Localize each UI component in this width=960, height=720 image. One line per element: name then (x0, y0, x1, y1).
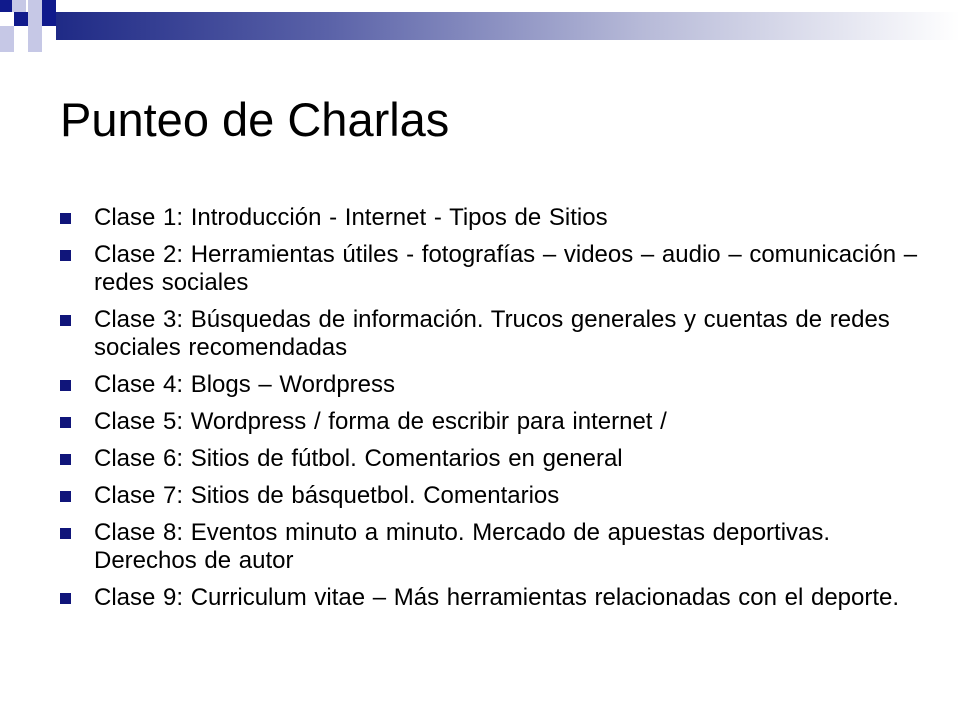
decor-square (28, 0, 42, 26)
list-item (58, 445, 918, 473)
square-bullet-icon (60, 380, 71, 391)
list-item (58, 482, 918, 510)
decor-square (0, 0, 12, 12)
list-item (58, 584, 918, 612)
decor-square (12, 0, 26, 12)
list-item-text: Clase 9: Curriculum vitae – Más herramientas relacionadas con el deporte. (94, 584, 900, 611)
list-item (58, 204, 918, 232)
bullet-list (58, 204, 918, 621)
header-decoration (0, 0, 960, 60)
square-bullet-icon (60, 417, 71, 428)
list-item-text: Clase 2: Herramientas útiles - fotografías – videos – audio – comunicación – redes sociales (94, 241, 918, 296)
decor-square (42, 0, 56, 26)
square-bullet-icon (60, 528, 71, 539)
list-item (58, 408, 918, 436)
square-bullet-icon (60, 454, 71, 465)
square-bullet-icon (60, 315, 71, 326)
list-item-text: Clase 6: Sitios de fútbol. Comentarios en general (94, 445, 623, 472)
list-item-text: Clase 4: Blogs – Wordpress (94, 371, 396, 398)
slide-title: Punteo de Charlas (60, 93, 450, 146)
list-item (58, 241, 918, 297)
list-item (58, 371, 918, 399)
list-item-text: Clase 1: Introducción - Internet - Tipos de Sitios (94, 204, 608, 231)
decor-square (28, 26, 42, 52)
list-item-text: Clase 5: Wordpress / forma de escribir para internet / (94, 408, 667, 435)
gradient-band (56, 12, 960, 40)
square-bullet-icon (60, 593, 71, 604)
square-bullet-icon (60, 250, 71, 261)
decor-square (0, 26, 14, 52)
list-item (58, 519, 918, 575)
decor-square (14, 12, 28, 26)
list-item (58, 306, 918, 362)
list-item-text: Clase 8: Eventos minuto a minuto. Mercado de apuestas deportivas. Derechos de autor (94, 519, 831, 574)
list-item-text: Clase 3: Búsquedas de información. Trucos generales y cuentas de redes sociales recomendadas (94, 306, 890, 361)
list-item-text: Clase 7: Sitios de básquetbol. Comentarios (94, 482, 560, 509)
square-bullet-icon (60, 491, 71, 502)
square-bullet-icon (60, 213, 71, 224)
